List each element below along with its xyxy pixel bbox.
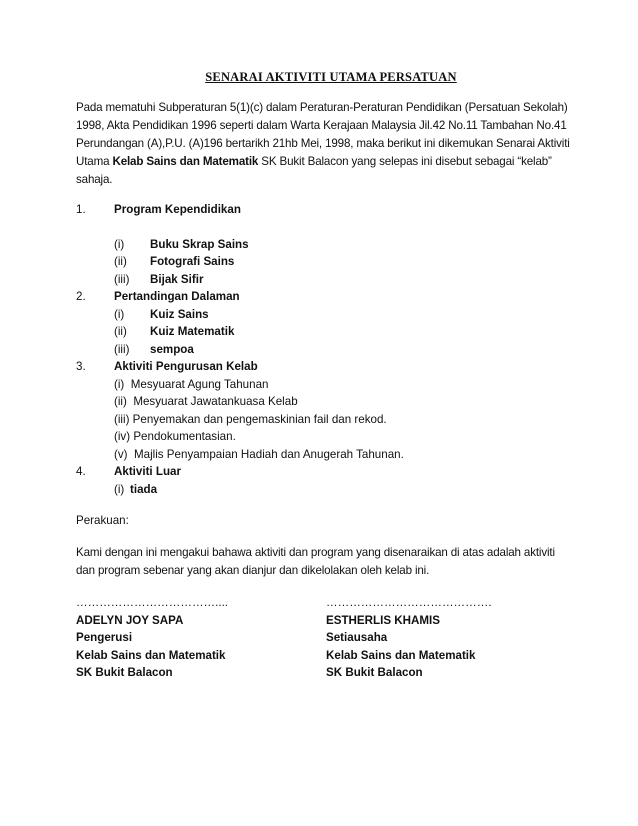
- signatory-school: SK Bukit Balacon: [76, 666, 173, 679]
- section-aktiviti-luar: [76, 463, 576, 498]
- section-title: Pertandingan Dalaman: [114, 290, 240, 303]
- intro-paragraph: [76, 99, 576, 189]
- list-item: (ii) Mesyuarat Jawatankuasa Kelab: [114, 395, 298, 408]
- section-pertandingan-dalaman: [76, 288, 576, 358]
- list-item: (i) tiada: [114, 482, 158, 496]
- list-item: (ii) Kuiz Matematik: [114, 325, 235, 338]
- signature-line: ………………………………....: [76, 596, 229, 609]
- section-number: 4.: [76, 465, 86, 478]
- list-item: (iii) Penyemakan dan pengemaskinian fail dan rekod.: [114, 412, 387, 426]
- list-item: (i) Kuiz Sains: [114, 307, 209, 321]
- document-page: [76, 70, 576, 682]
- section-number: 2.: [76, 290, 86, 303]
- intro-text: Pada mematuhi Subperaturan 5(1)(c) dalam Peraturan-Peraturan Pendidikan (Persatuan Sekolah) 1998, Akta Pendidikan 1996 seperti dalam Warta Kerajaan Malaysia Jil.42 No.11 Tambahan No.41 Perundangan (A),P.U. (A)196 bertarikh 21hb Mei, 1998, maka berikut ini dikemukan Senarai Aktiviti Utama: [76, 101, 570, 168]
- list-item: (i) Mesyuarat Agung Tahunan: [114, 377, 269, 391]
- section-title: Program Kependidikan: [114, 203, 241, 216]
- perakuan-heading: Perakuan:: [76, 514, 129, 527]
- section-title: Aktiviti Pengurusan Kelab: [114, 360, 258, 373]
- section-program-kependidikan: [76, 201, 576, 288]
- document-title: SENARAI AKTIVITI UTAMA PERSATUAN: [205, 70, 457, 84]
- signature-line: …………………………………….: [326, 596, 492, 609]
- signatory-role: Setiausaha: [326, 631, 388, 644]
- declaration-paragraph: Kami dengan ini mengakui bahawa aktiviti dan program yang disenaraikan di atas adalah aktiviti dan program sebenar yang akan dianjur dan dikelolakan oleh kelab ini.: [76, 546, 555, 577]
- signatory-name: ESTHERLIS KHAMIS: [326, 613, 441, 627]
- signatory-role: Pengerusi: [76, 631, 133, 644]
- section-aktiviti-pengurusan-kelab: [76, 358, 576, 463]
- list-item: (iii) Bijak Sifir: [114, 272, 204, 286]
- signatory-name: ADELYN JOY SAPA: [76, 613, 184, 627]
- list-item: (v) Majlis Penyampaian Hadiah dan Anugerah Tahunan.: [114, 447, 404, 461]
- signatory-secretary: [326, 594, 576, 682]
- list-item: (iii) sempoa: [114, 342, 194, 356]
- section-number: 3.: [76, 360, 86, 373]
- signature-block: [76, 594, 576, 682]
- list-item: (iv) Pendokumentasian.: [114, 430, 236, 443]
- signatory-club: Kelab Sains dan Matematik: [76, 648, 226, 662]
- intro-club-name: Kelab Sains dan Matematik: [112, 155, 259, 168]
- signatory-chairperson: [76, 594, 326, 682]
- section-number: 1.: [76, 203, 86, 216]
- intro-suffix: SK Bukit Balacon yang selepas ini disebut sebagai “kelab” sahaja.: [76, 155, 552, 186]
- list-item: (i) Buku Skrap Sains: [114, 237, 249, 251]
- list-item: (ii) Fotografi Sains: [114, 255, 235, 268]
- section-title: Aktiviti Luar: [114, 465, 181, 478]
- signatory-club: Kelab Sains dan Matematik: [326, 648, 476, 662]
- signatory-school: SK Bukit Balacon: [326, 666, 423, 679]
